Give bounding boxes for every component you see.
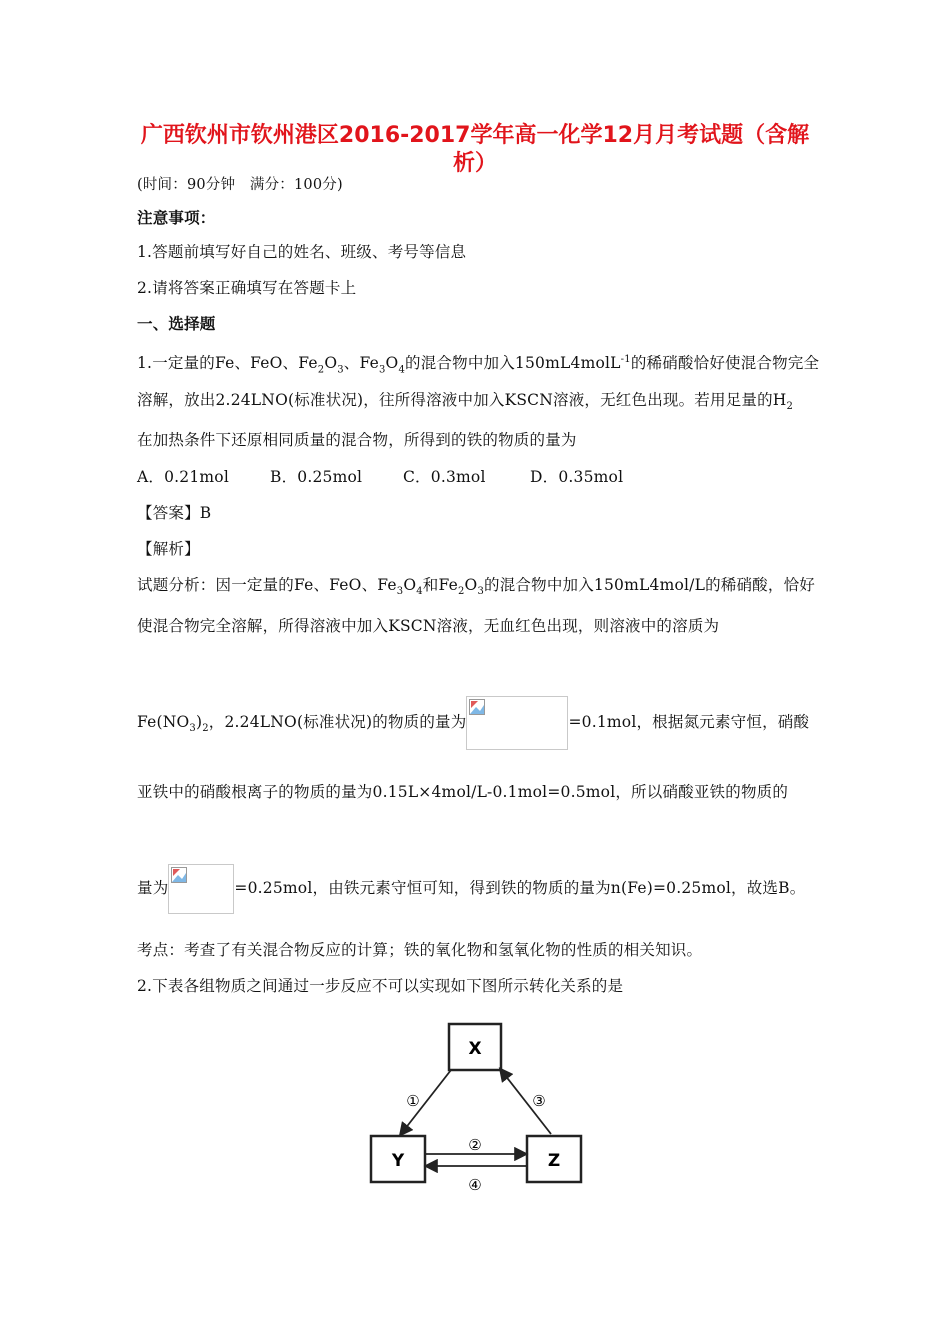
notes-item-1: 1.答题前填写好自己的姓名、班级、考号等信息 (137, 243, 467, 261)
title-line-2: 析） (452, 151, 497, 176)
arrow-1-label: ① (406, 1092, 420, 1110)
q1-explanation-line-1: 试题分析：因一定量的Fe、FeO、$Fe_3O_4$和$Fe_2O_3$的混合物中加入150mL4mol/L的稀硝酸，恰好 (137, 576, 815, 598)
notes-heading: 注意事项： (137, 208, 216, 227)
q2-stem: 2.下表各组物质之间通过一步反应不可以实现如下图所示转化关系的是 (137, 977, 624, 995)
node-x-label: X (468, 1039, 482, 1059)
section-heading-choice: 一、选择题 (137, 314, 216, 333)
broken-image-icon (469, 699, 485, 715)
conversion-diagram (365, 1020, 595, 1200)
time-info: (时间：90分钟 满分：100分) (137, 177, 343, 193)
arrow-2-label: ② (468, 1136, 482, 1154)
notes-item-2: 2.请将答案正确填写在答题卡上 (137, 279, 357, 297)
q1-explanation-line-4: 亚铁中的硝酸根离子的物质的量为0.15L×4mol/L-0.1mol=0.5mol，所以硝酸亚铁的物质的 (137, 783, 789, 801)
q1-analysis-heading: 【解析】 (137, 540, 200, 558)
formula-image-placeholder (168, 864, 234, 914)
q1-explanation-line-3: $Fe(NO_3)_2$，2.24LNO(标准状况)的物质的量为 =0.1mol，根据氮元素守恒，硝酸 (137, 694, 809, 757)
conversion-diagram-svg (365, 1020, 595, 1200)
q1-options (137, 467, 623, 487)
q1-explanation-line-5: 量为 =0.25mol，由铁元素守恒可知，得到铁的物质的量为n(Fe)=0.25mol，故选B。 (137, 862, 805, 914)
node-y-label: Y (391, 1151, 405, 1171)
q1-stem-line-1: 1.一定量的Fe、FeO、$Fe_2O_3$、$Fe_3O_4$的混合物中加入150mL4molL$^{-1}$的稀硝酸恰好使混合物完全 (137, 354, 820, 376)
formula-image-placeholder (466, 696, 568, 750)
q1-option-a: A．0.21mol (137, 468, 229, 486)
q1-option-d: D．0.35mol (530, 468, 624, 486)
arrow-4-label: ④ (468, 1176, 482, 1194)
arrow-3-label: ③ (532, 1092, 546, 1110)
node-z-label: Z (547, 1151, 561, 1171)
title-line-1: 广西钦州市钦州港区2016-2017学年高一化学12月月考试题（含解 (140, 123, 810, 148)
page-title (120, 122, 830, 178)
broken-image-icon (171, 867, 187, 883)
q1-answer: 【答案】B (137, 504, 212, 522)
q1-explanation-line-2: 使混合物完全溶解，所得溶液中加入KSCN溶液，无血红色出现，则溶液中的溶质为 (137, 617, 720, 635)
q1-kaodian: 考点：考查了有关混合物反应的计算；铁的氧化物和氢氧化物的性质的相关知识。 (137, 941, 703, 959)
q1-stem-line-3: 在加热条件下还原相同质量的混合物，所得到的铁的物质的量为 (137, 431, 577, 449)
q1-option-b: B．0.25mol (270, 468, 363, 486)
q1-option-c: C．0.3mol (403, 468, 486, 486)
q1-stem-line-2: 溶解，放出2.24LNO(标准状况)，往所得溶液中加入KSCN溶液，无红色出现。若用足量的$H_2$ (137, 391, 794, 413)
